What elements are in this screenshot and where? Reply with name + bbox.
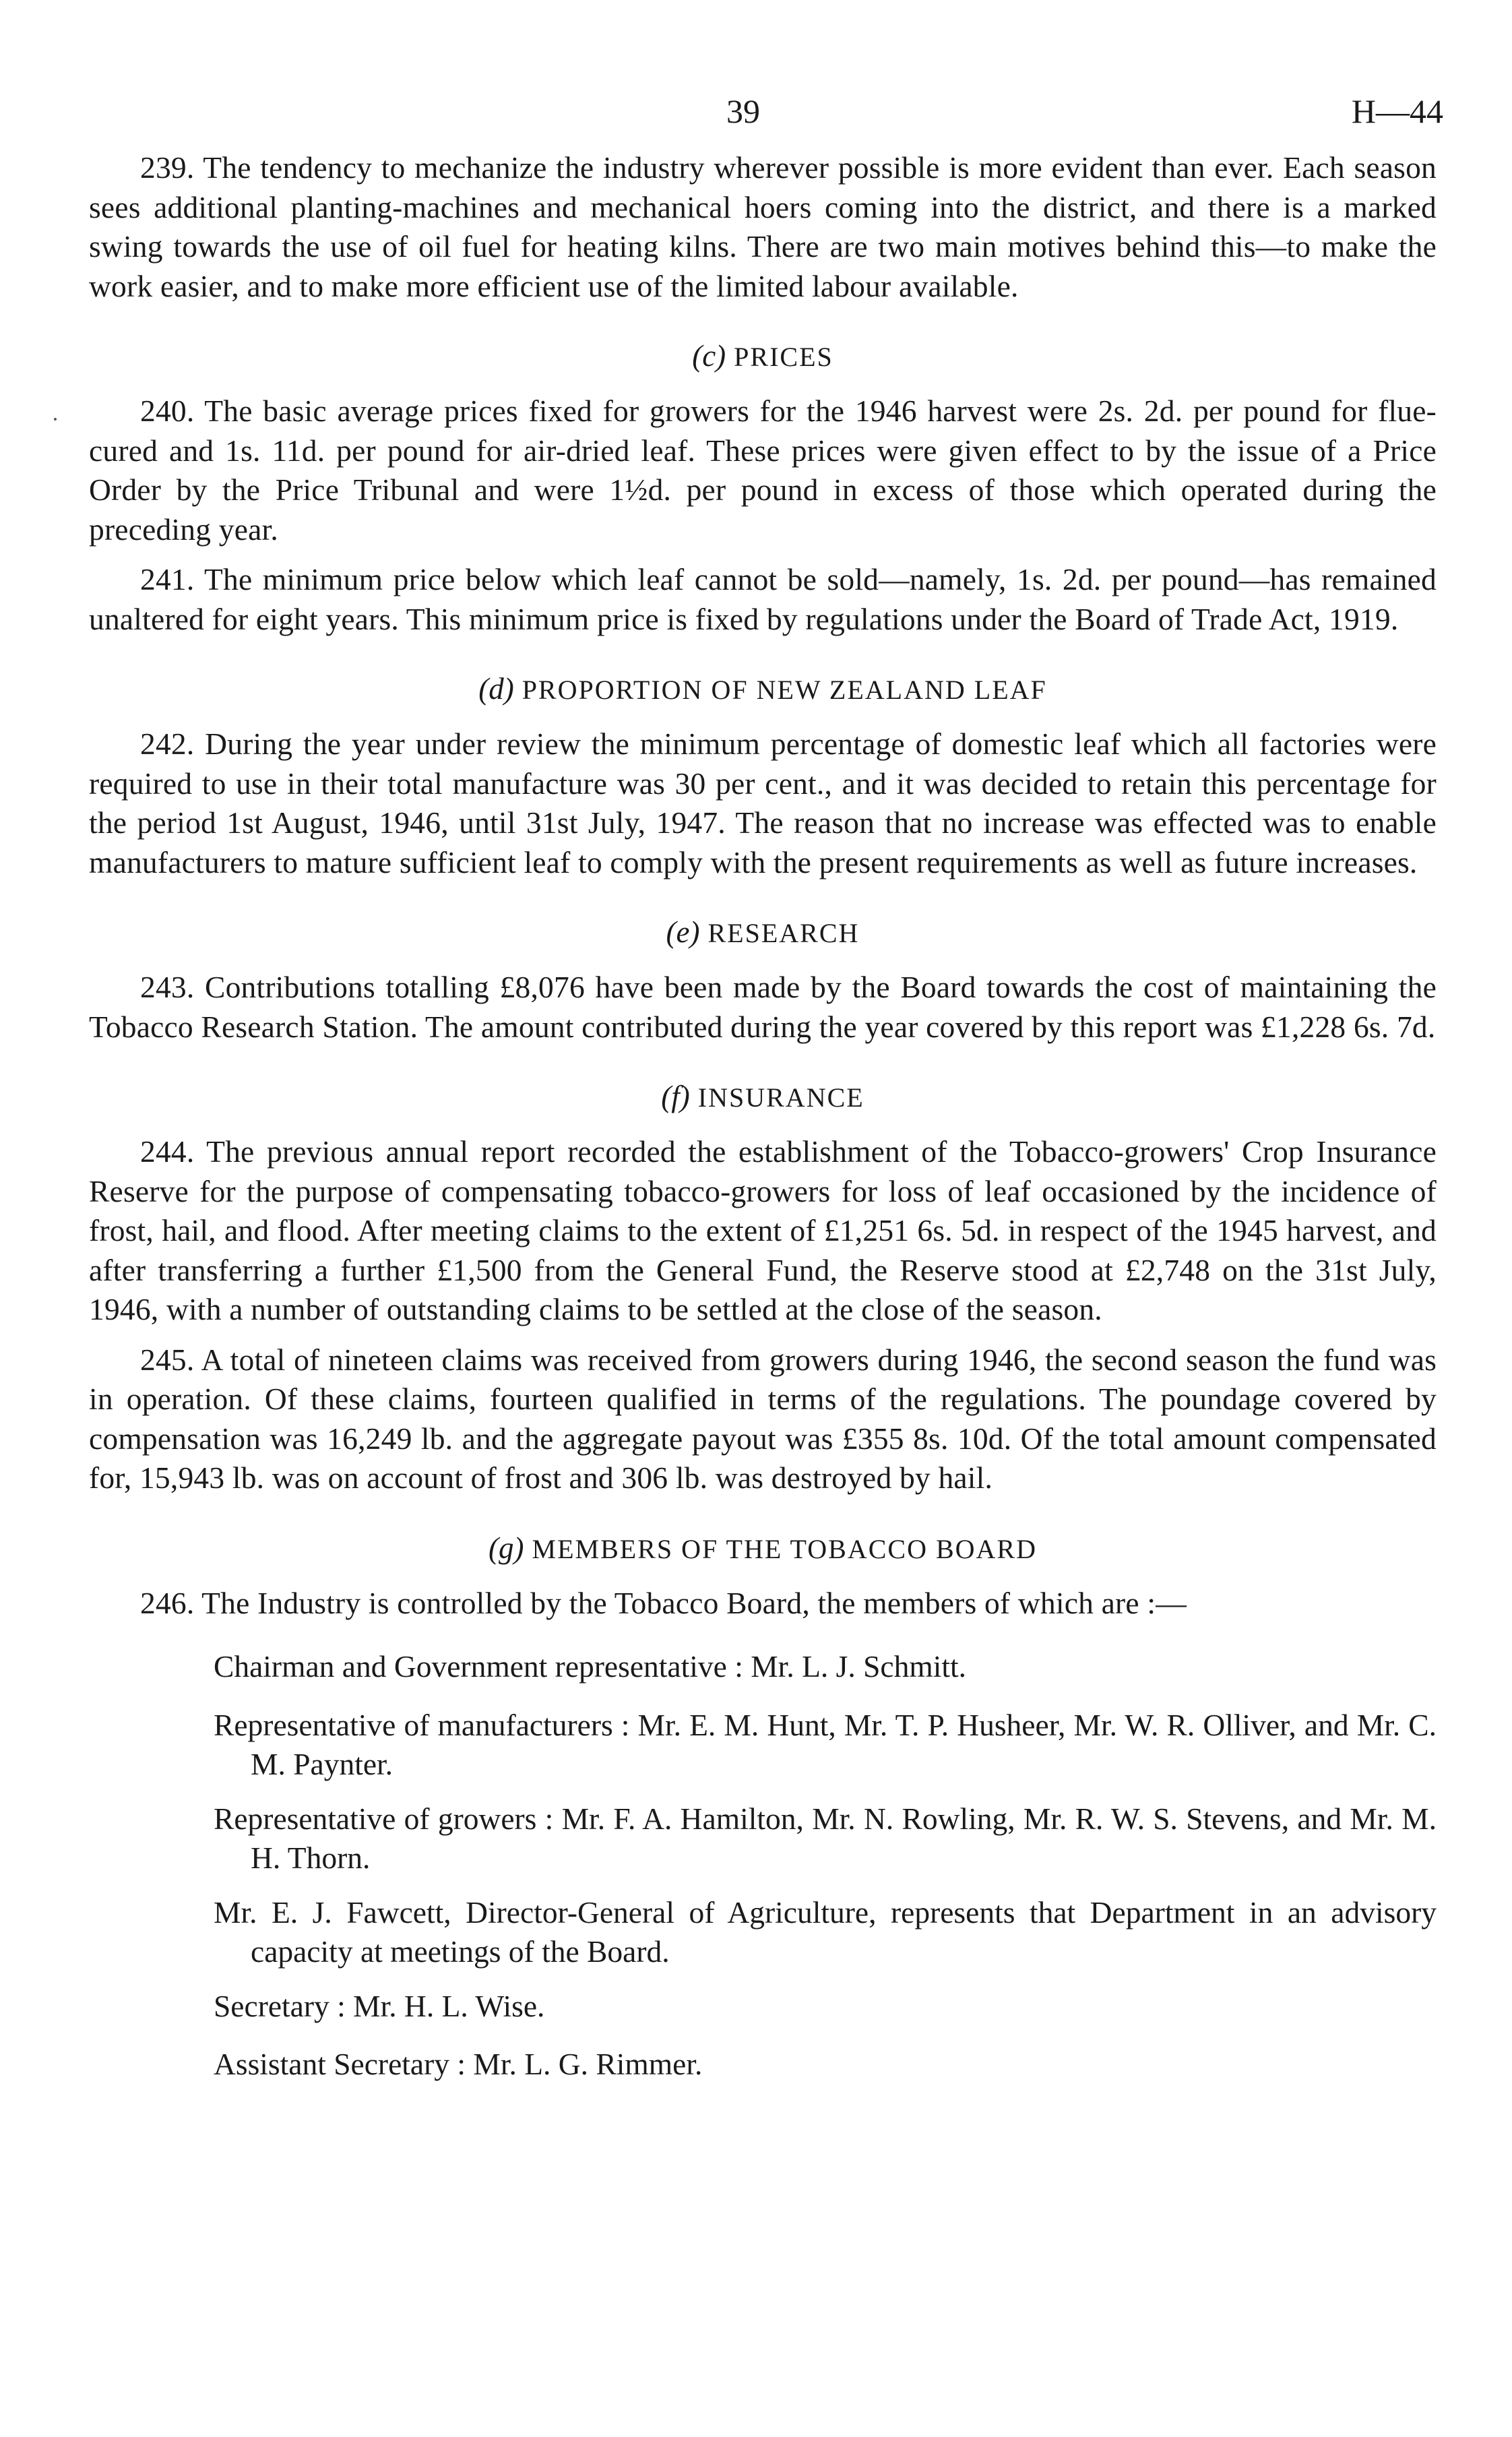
paragraph-243: 243. Contributions totalling £8,076 have been made by the Board towards the cost of maintaining the Tobacco Research Station. The amount contributed during the year covered by this report was £1,228 6s. 7d. [89, 970, 1437, 1044]
heading-prices-text: PRICES [734, 342, 833, 372]
paragraph-239: 239. The tendency to mechanize the industry wherever possible is more evident than ever. Each season sees additional planting-machines and mechanical hoers coming into the district, and there is a marked swing towards the use of oil fuel for heating kilns. There are two main motives behind this—to make the work easier, and to make more efficient use of the limited labour available. [89, 150, 1437, 303]
heading-prices [89, 336, 1437, 377]
heading-members-text: MEMBERS OF THE TOBACCO BOARD [532, 1533, 1037, 1564]
member-advisory: Mr. E. J. Fawcett, Director-General of Agriculture, represents that Department in an advisory capacity at meetings of the Board. [214, 1894, 1437, 1969]
heading-insurance-text: INSURANCE [697, 1082, 864, 1113]
document-reference: H—44 [1351, 92, 1443, 130]
member-manufacturers: Representative of manufacturers : Mr. E. M. Hunt, Mr. T. P. Husheer, Mr. W. R. Olliver, and Mr. C. M. Paynter. [214, 1707, 1437, 1781]
paragraph-244: 244. The previous annual report recorded the establishment of the Tobacco-growers' Crop Insurance Reserve for the purpose of compensating tobacco-growers for loss of leaf occasioned by the incidence of frost, hail, and flood. After meeting claims to the extent of £1,251 6s. 5d. in respect of the 1945 harvest, and after transferring a further £1,500 from the General Fund, the Reserve stood at £2,748 on the 31st July, 1946, with a number of outstanding claims to be settled at the close of the season. [89, 1134, 1437, 1326]
page-header [89, 92, 1443, 148]
paragraph-241: 241. The minimum price below which leaf cannot be sold—namely, 1s. 2d. per pound—has remained unaltered for eight years. This minimum price is fixed by regulations under the Board of Trade Act, 1919. [89, 562, 1437, 636]
page [89, 92, 1443, 2103]
heading-proportion-label: (d) [478, 672, 514, 706]
paragraph-240: 240. The basic average prices fixed for growers for the 1946 harvest were 2s. 2d. per pound for flue-cured and 1s. 11d. per pound for air-dried leaf. These prices were given effect to by the issue of a Price Order by the Price Tribunal and were 1½d. per pound in excess of those which operated during the preceding year. [89, 394, 1437, 547]
heading-proportion [89, 669, 1437, 710]
heading-research-label: (e) [666, 915, 700, 949]
member-chairman: Chairman and Government representative : Mr. L. J. Schmitt. [214, 1649, 967, 1684]
heading-research [89, 913, 1437, 953]
stray-dot [54, 418, 57, 421]
paragraph-246: 246. The Industry is controlled by the Tobacco Board, the members of which are :— [140, 1585, 1187, 1620]
paragraph-245: 245. A total of nineteen claims was received from growers during 1946, the second season the fund was in operation. Of these claims, fourteen qualified in terms of the regulations. The poundage covered by compensation was 16,249 lb. and the aggregate payout was £355 8s. 10d. Of the total amount compensated for, 15,943 lb. was on account of frost and 306 lb. was destroyed by hail. [89, 1342, 1437, 1495]
heading-insurance [89, 1077, 1437, 1117]
heading-prices-label: (c) [692, 339, 726, 373]
heading-insurance-label: (f) [661, 1080, 690, 1113]
page-number: 39 [726, 92, 760, 130]
heading-members [89, 1529, 1437, 1569]
heading-members-label: (g) [489, 1531, 524, 1565]
member-secretary: Secretary : Mr. H. L. Wise. [214, 1988, 545, 2023]
paragraph-242: 242. During the year under review the minimum percentage of domestic leaf which all factories were required to use in their total manufacture was 30 per cent., and it was decided to retain this percentage for the period 1st August, 1946, until 31st July, 1947. The reason that no increase was effected was to enable manufacturers to mature sufficient leaf to comply with the present requirements as well as future increases. [89, 727, 1437, 880]
member-growers: Representative of growers : Mr. F. A. Hamilton, Mr. N. Rowling, Mr. R. W. S. Stevens, and Mr. M. H. Thorn. [214, 1801, 1437, 1875]
members-list [89, 1647, 1437, 2085]
heading-research-text: RESEARCH [707, 918, 860, 948]
member-assistant-secretary: Assistant Secretary : Mr. L. G. Rimmer. [214, 2047, 703, 2081]
heading-proportion-text: PROPORTION OF NEW ZEALAND LEAF [522, 675, 1047, 705]
